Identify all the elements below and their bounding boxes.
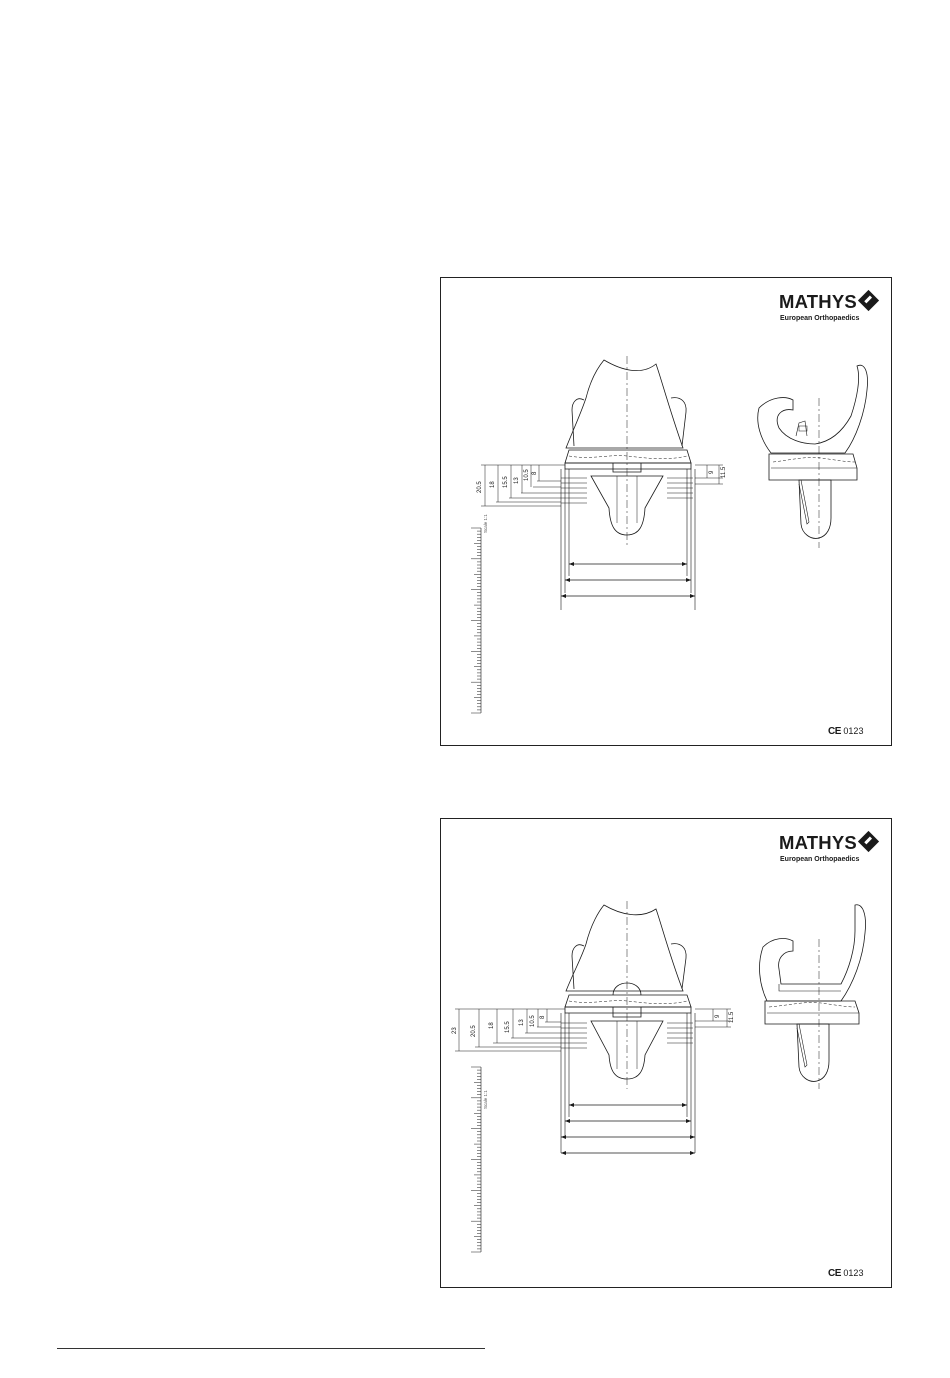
dim-label: 13 xyxy=(514,477,520,484)
ce-certification xyxy=(828,726,863,737)
dim-label: 9 xyxy=(715,1014,721,1018)
logo-tagline: European Orthopaedics xyxy=(780,315,860,322)
dim-label: 23 xyxy=(452,1027,458,1034)
implant-drawing-1 xyxy=(441,278,893,747)
femoral-component-front xyxy=(566,360,683,448)
dim-label: 20.5 xyxy=(477,481,483,493)
femoral-component-front xyxy=(566,905,683,991)
ce-certification xyxy=(828,1268,863,1279)
dim-label: 18 xyxy=(490,481,496,488)
ce-mark-icon: CE xyxy=(828,1268,841,1279)
template-card-1 xyxy=(440,277,892,746)
implant-drawing-2 xyxy=(441,819,893,1289)
tibial-tray xyxy=(565,1007,691,1013)
dim-label: 18 xyxy=(489,1022,495,1029)
footer-rule xyxy=(57,1348,485,1349)
tibial-insert-side xyxy=(769,454,857,480)
dim-label: 11.5 xyxy=(729,1011,735,1023)
ce-number: 0123 xyxy=(843,726,864,736)
dim-label: 8 xyxy=(532,471,538,475)
dim-label: 11.5 xyxy=(721,466,727,478)
femoral-condyle-left xyxy=(572,945,584,989)
dim-label: 13 xyxy=(519,1019,525,1026)
dim-label: 9 xyxy=(709,470,715,474)
scale-ruler xyxy=(471,1067,481,1252)
tibial-insert xyxy=(565,450,691,463)
dim-label: 10.5 xyxy=(524,469,530,481)
femoral-condyle-right xyxy=(671,944,686,989)
template-card-2 xyxy=(440,818,892,1288)
dim-label: 10.5 xyxy=(530,1015,536,1027)
dim-label: 15.5 xyxy=(505,1021,511,1033)
ce-mark-icon: CE xyxy=(828,726,841,737)
scale-label: Scale 1:1 xyxy=(483,514,488,533)
femoral-component-side xyxy=(758,365,868,453)
ce-number: 0123 xyxy=(843,1268,864,1278)
dim-label: 15.5 xyxy=(503,476,509,488)
dim-label: 8 xyxy=(540,1015,546,1019)
scale-ruler xyxy=(471,528,481,713)
logo-wordmark: MATHYS xyxy=(779,291,857,312)
logo-wordmark: MATHYS xyxy=(779,832,857,853)
femoral-condyle-right xyxy=(671,398,686,446)
tibial-insert xyxy=(565,995,691,1007)
femoral-component-side xyxy=(760,905,866,1001)
logo-tagline: European Orthopaedics xyxy=(780,856,860,863)
dim-label: 20.5 xyxy=(471,1025,477,1037)
scale-label: Scale 1:1 xyxy=(483,1090,488,1109)
femoral-condyle-left xyxy=(572,399,584,446)
tibial-tray xyxy=(565,463,691,469)
tibial-insert-side xyxy=(765,1001,859,1024)
